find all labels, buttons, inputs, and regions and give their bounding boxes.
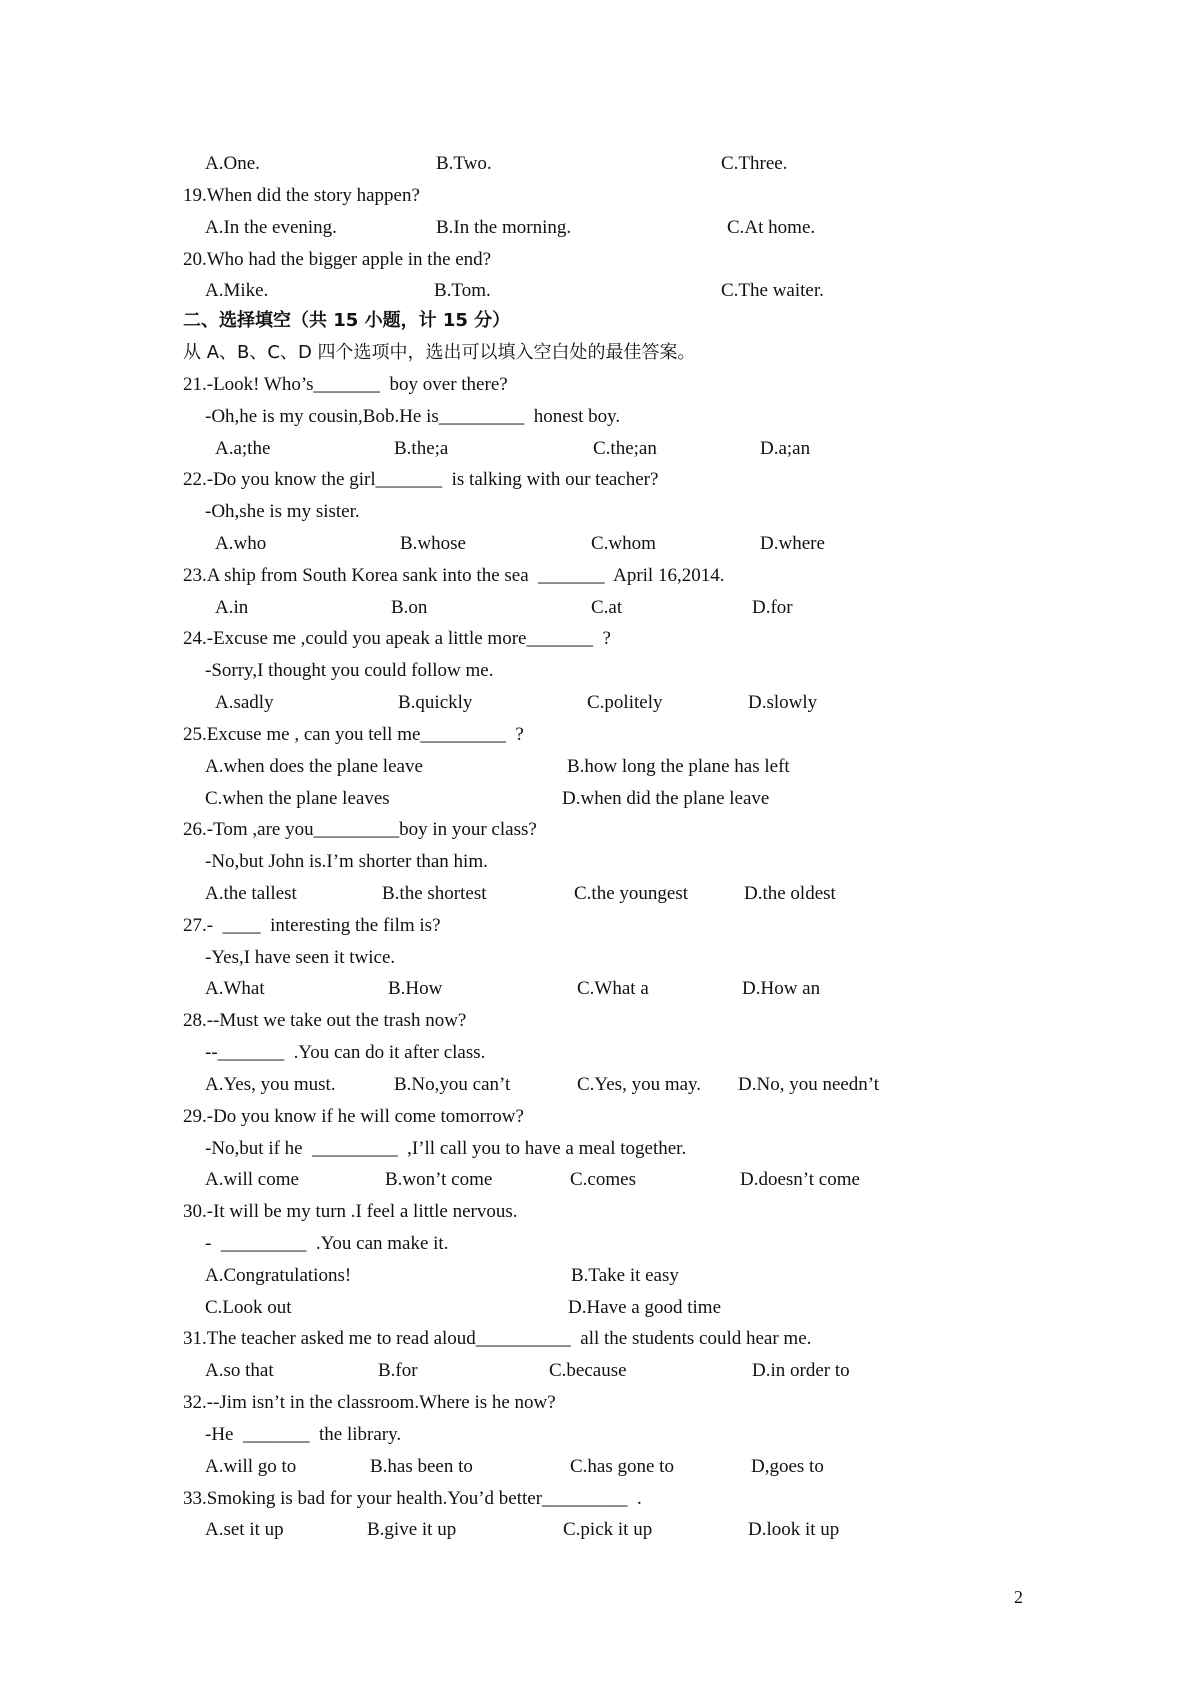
q27-option-b: B.How [388,978,443,999]
q21-line2: -Oh,he is my cousin,Bob.He is_________ honest boy. [205,406,621,427]
q21-option-d: D.a;an [760,438,811,459]
q20-option-b: B.Tom. [434,280,491,301]
q25-line1: 25.Excuse me , can you tell me_________ ? [183,724,524,745]
q19-option-a: A.In the evening. [205,217,337,238]
q26-option-d: D.the oldest [744,883,836,904]
q22-option-a: A.who [215,533,267,554]
q23-line1: 23.A ship from South Korea sank into the sea _______ April 16,2014. [183,565,725,586]
q27-option-c: C.What a [577,978,649,999]
q19-option-c: C.At home. [727,217,816,238]
page-number: 2 [1014,1587,1023,1607]
q30-option-d: D.Have a good time [568,1297,722,1318]
q29-line2: -No,but if he _________ ,I’ll call you to have a meal together. [205,1138,687,1159]
q33-option-c: C.pick it up [563,1519,653,1540]
q24-option-d: D.slowly [748,692,818,713]
q22-option-b: B.whose [400,533,466,554]
q23-option-b: B.on [391,597,428,618]
q24-option-c: C.politely [587,692,663,713]
q30-line1: 30.-It will be my turn .I feel a little nervous. [183,1201,518,1222]
q23-option-c: C.at [591,597,623,618]
q24-line1: 24.-Excuse me ,could you apeak a little more_______ ? [183,628,611,649]
q22-option-d: D.where [760,533,825,554]
q32-line2: -He _______ the library. [205,1424,402,1445]
q22-line2: -Oh,she is my sister. [205,501,360,522]
q19-option-b: B.In the morning. [436,217,572,238]
q18-option-b: B.Two. [436,153,492,174]
q19-prompt: 19.When did the story happen? [183,185,420,206]
q25-option-c: C.when the plane leaves [205,788,390,809]
q22-line1: 22.-Do you know the girl_______ is talking with our teacher? [183,469,659,490]
q28-option-c: C.Yes, you may. [577,1074,702,1095]
q28-option-b: B.No,you can’t [394,1074,511,1095]
section-instruction: 从 A、B、C、D 四个选项中，选出可以填入空白处的最佳答案。 [183,342,696,363]
q32-line1: 32.--Jim isn’t in the classroom.Where is he now? [183,1392,556,1413]
q20-option-c: C.The waiter. [721,280,824,301]
q29-option-b: B.won’t come [385,1169,493,1190]
q33-option-d: D.look it up [748,1519,840,1540]
q29-option-a: A.will come [205,1169,299,1190]
q21-option-a: A.a;the [215,438,271,459]
q32-option-c: C.has gone to [570,1456,674,1477]
q32-option-a: A.will go to [205,1456,297,1477]
q29-option-d: D.doesn’t come [740,1169,860,1190]
q31-option-a: A.so that [205,1360,274,1381]
q22-option-c: C.whom [591,533,656,554]
q23-option-d: D.for [752,597,793,618]
q29-option-c: C.comes [570,1169,636,1190]
q30-line2: - _________ .You can make it. [205,1233,449,1254]
q21-option-c: C.the;an [593,438,657,459]
q26-option-a: A.the tallest [205,883,297,904]
q28-line1: 28.--Must we take out the trash now? [183,1010,467,1031]
q30-option-c: C.Look out [205,1297,292,1318]
q33-line1: 33.Smoking is bad for your health.You’d better_________ . [183,1488,642,1509]
q26-line1: 26.-Tom ,are you_________boy in your class? [183,819,537,840]
q33-option-b: B.give it up [367,1519,457,1540]
q28-line2: --_______ .You can do it after class. [205,1042,486,1063]
q28-option-a: A.Yes, you must. [205,1074,336,1095]
q21-option-b: B.the;a [394,438,449,459]
q31-line1: 31.The teacher asked me to read aloud__________ all the students could hear me. [183,1328,812,1349]
q24-line2: -Sorry,I thought you could follow me. [205,660,494,681]
q21-line1: 21.-Look! Who’s_______ boy over there? [183,374,508,395]
q23-option-a: A.in [215,597,249,618]
q25-option-b: B.how long the plane has left [567,756,790,777]
q30-option-a: A.Congratulations! [205,1265,352,1286]
q20-prompt: 20.Who had the bigger apple in the end? [183,249,492,270]
q31-option-c: C.because [549,1360,627,1381]
q26-option-c: C.the youngest [574,883,688,904]
q31-option-b: B.for [378,1360,418,1381]
q18-option-a: A.One. [205,153,260,174]
q31-option-d: D.in order to [752,1360,850,1381]
q24-option-b: B.quickly [398,692,473,713]
q33-option-a: A.set it up [205,1519,284,1540]
q27-line2: -Yes,I have seen it twice. [205,947,396,968]
q27-option-a: A.What [205,978,265,999]
q26-option-b: B.the shortest [382,883,487,904]
q27-line1: 27.- ____ interesting the film is? [183,915,441,936]
q26-line2: -No,but John is.I’m shorter than him. [205,851,488,872]
q32-option-b: B.has been to [370,1456,473,1477]
q24-option-a: A.sadly [215,692,274,713]
q18-option-c: C.Three. [721,153,788,174]
q20-option-a: A.Mike. [205,280,269,301]
q29-line1: 29.-Do you know if he will come tomorrow? [183,1106,524,1127]
q32-option-d: D,goes to [751,1456,824,1477]
section-heading: 二、选择填空（共 15 小题，计 15 分） [183,310,511,331]
q27-option-d: D.How an [742,978,821,999]
q30-option-b: B.Take it easy [571,1265,679,1286]
q28-option-d: D.No, you needn’t [738,1074,880,1095]
q25-option-d: D.when did the plane leave [562,788,770,809]
q25-option-a: A.when does the plane leave [205,756,423,777]
